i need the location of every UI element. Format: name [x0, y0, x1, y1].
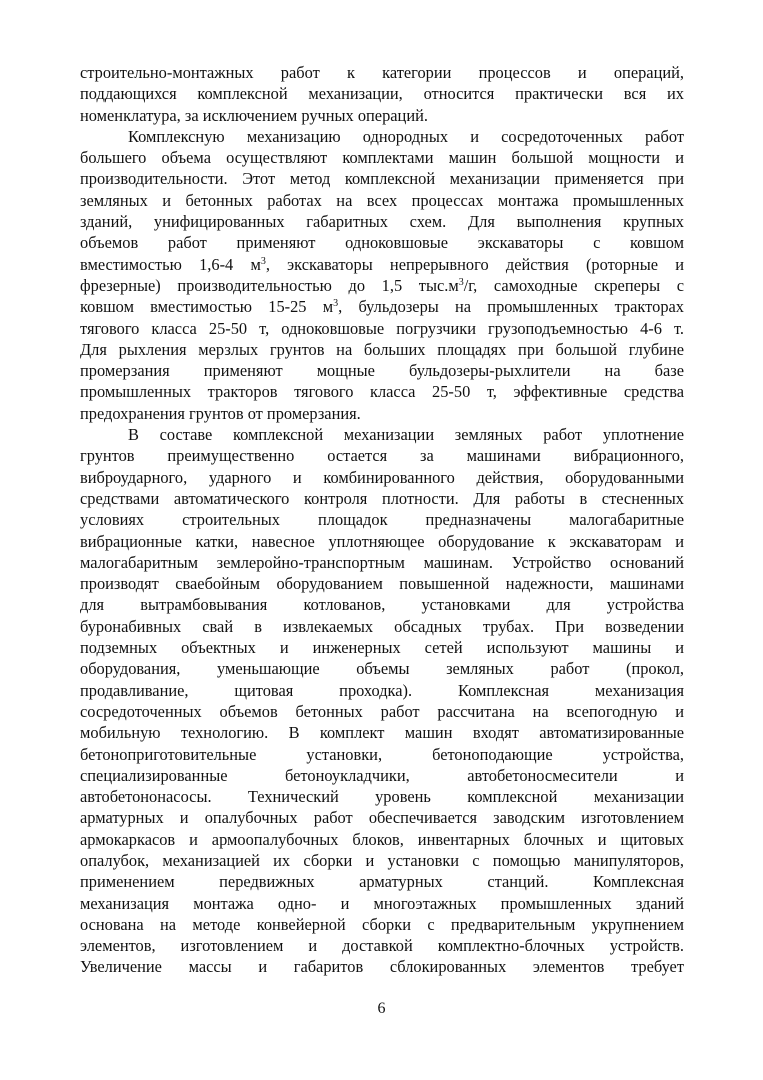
paragraph-3	[80, 424, 684, 978]
text-segment: ковшом вместимостью 15-25 м	[80, 297, 334, 317]
paragraph-2	[80, 126, 684, 424]
superscript: 3	[260, 255, 266, 267]
text-line: оборудования, уменьшающие объемы земляных работ (прокол,	[80, 659, 684, 679]
text-line: малогабаритным землеройно-транспортным машинам. Устройство оснований	[80, 552, 684, 572]
text-line: промышленных тракторов тягового класса 25-50 т, эффективные средства	[80, 382, 684, 402]
text-line: опалубок, механизацией их сборки и установки с помощью манипуляторов,	[80, 850, 684, 870]
text-line: вибрационные катки, навесное уплотняющее оборудование к экскаваторам и	[80, 531, 684, 551]
text-segment: , экскаваторы непрерывного действия (роторные и	[265, 254, 684, 274]
text-line: поддающихся комплексной механизации, относится практически вся их	[80, 84, 684, 104]
text-segment: вместимостью 1,6-4 м	[80, 254, 261, 274]
superscript: 3	[333, 298, 339, 310]
text-line: мобильную технологию. В комплект машин входят автоматизированные	[80, 723, 684, 743]
text-line: Для рыхления мерзлых грунтов на больших площадях при большой глубине	[80, 339, 684, 359]
text-line: виброударного, ударного и комбинированного действия, оборудованными	[80, 467, 684, 487]
text-line: механизация монтажа одно- и многоэтажных промышленных зданий	[80, 893, 684, 913]
text-line: сосредоточенных объемов бетонных работ рассчитана на всепогодную и	[80, 701, 684, 721]
text-line: грунтов преимущественно остается за машинами вибрационного,	[80, 446, 684, 466]
text-line: автобетононасосы. Технический уровень комплексной механизации	[80, 787, 684, 807]
text-line: буронабивных свай в извлекаемых обсадных трубах. При возведении	[80, 616, 684, 636]
text-line	[80, 254, 684, 275]
text-line: номенклатура, за исключением ручных операций.	[80, 105, 428, 125]
text-line: применением передвижных арматурных станций. Комплексная	[80, 872, 684, 892]
text-segment: /г, самоходные скреперы с	[463, 275, 684, 295]
text-line: объемов работ применяют одноковшовые экскаваторы с ковшом	[80, 233, 684, 253]
text-line: для вытрамбовывания котлованов, установками для устройства	[80, 595, 684, 615]
text-line: элементов, изготовлением и доставкой комплектно-блочных устройств.	[80, 936, 684, 956]
superscript: 3	[458, 276, 464, 288]
text-line: подземных объектных и инженерных сетей используют машины и	[80, 638, 684, 658]
text-line: Увеличение массы и габаритов сблокированных элементов требует	[80, 957, 684, 977]
text-line: тягового класса 25-50 т, одноковшовые погрузчики грузоподъемностью 4-6 т.	[80, 318, 684, 338]
text-line: строительно-монтажных работ к категории процессов и операций,	[80, 63, 684, 82]
text-line: промерзания применяют мощные бульдозеры-рыхлители на базе	[80, 361, 684, 381]
text-line	[80, 296, 684, 317]
text-line	[80, 275, 684, 296]
document-page	[80, 62, 684, 978]
text-line: В составе комплексной механизации земляных работ уплотнение	[128, 425, 684, 445]
text-line: специализированные бетоноукладчики, автобетоносмесители и	[80, 765, 684, 785]
text-line: большего объема осуществляют комплектами машин большой мощности и	[80, 148, 684, 168]
text-line: арматурных и опалубочных работ обеспечивается заводским изготовлением	[80, 808, 684, 828]
text-segment: фрезерные) производительностью до 1,5 тыс.м	[80, 275, 459, 295]
text-line: земляных и бетонных работах на всех процессах монтажа промышленных	[80, 190, 684, 210]
text-line: производительности. Этот метод комплексной механизации применяется при	[80, 169, 684, 189]
text-line: производят сваебойным оборудованием повышенной надежности, машинами	[80, 574, 684, 594]
text-line: зданий, унифицированных габаритных схем. Для выполнения крупных	[80, 212, 684, 232]
text-segment: , бульдозеры на промышленных тракторах	[338, 297, 684, 317]
text-line: бетоноприготовительные установки, бетоноподающие устройства,	[80, 744, 684, 764]
text-line: предохранения грунтов от промерзания.	[80, 403, 361, 423]
text-line: средствами автоматического контроля плотности. Для работы в стесненных	[80, 488, 684, 508]
text-line: продавливание, щитовая проходка). Комплексная механизация	[80, 680, 684, 700]
text-line: армокаркасов и армоопалубочных блоков, инвентарных блочных и щитовых	[80, 829, 684, 849]
page-number: 6	[377, 1000, 386, 1017]
text-line: условиях строительных площадок предназначены малогабаритные	[80, 510, 684, 530]
text-line: основана на методе конвейерной сборки с предварительным укрупнением	[80, 914, 684, 934]
paragraph-1	[80, 62, 684, 126]
text-line: Комплексную механизацию однородных и сосредоточенных работ	[128, 126, 684, 146]
